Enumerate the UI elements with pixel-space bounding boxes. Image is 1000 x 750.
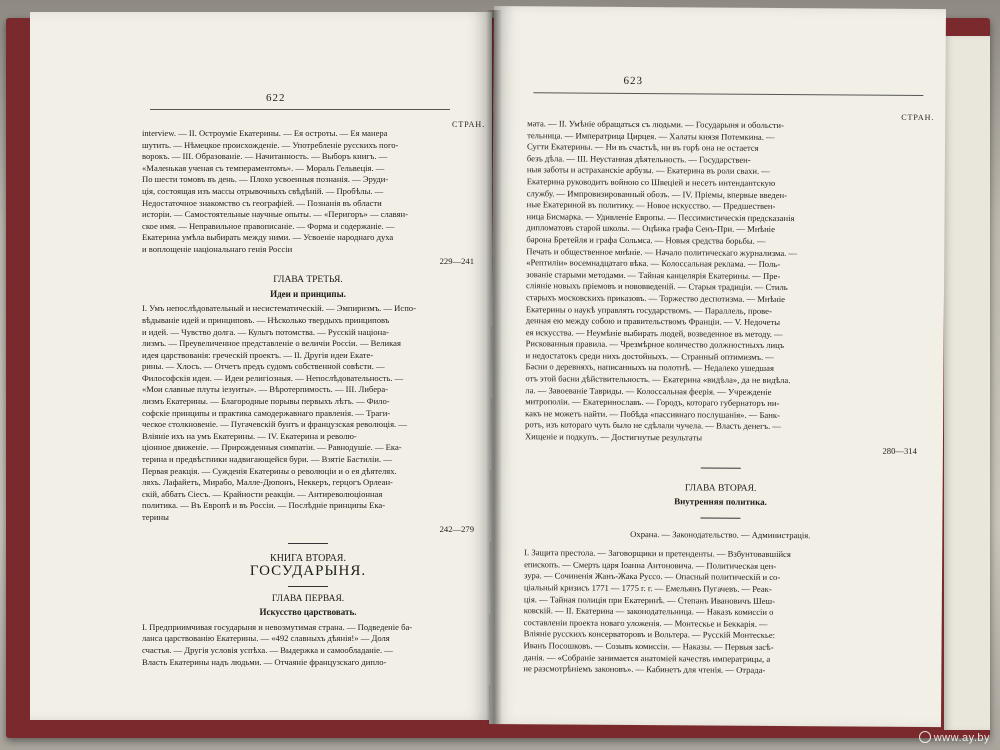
toc-line: «Мои славные плуты іезуиты». — Вѣротерпимость. — III. Либера- xyxy=(142,384,389,395)
toc-line: терины xyxy=(142,512,169,522)
toc-line: рины. — Хлосъ. — Отчетъ предъ судомъ собственной совѣсти. — xyxy=(142,361,385,372)
divider xyxy=(142,537,474,549)
toc-line: счастья. — Другія условія успѣха. — Выдержка и самообладаніе. — xyxy=(142,644,393,655)
page-edges xyxy=(944,36,990,730)
section-title: Охрана. — Законодательство. — Администрація. xyxy=(630,528,811,540)
toc-line: Екатерины о наукѣ управлять государствомъ. — Параллель, прове- xyxy=(525,303,772,316)
column-label: СТРАН. xyxy=(901,112,935,123)
toc-line: Печать и общественное мнѣніе. — Начало политическаго журнализма. — xyxy=(526,245,798,258)
chapter-title: ГЛАВА ПЕРВАЯ. xyxy=(271,593,345,604)
toc-line: дипломатовъ старой школы. — Оцѣнка графа Сенъ-При. — Мнѣніе xyxy=(526,222,775,235)
toc-block xyxy=(142,303,474,523)
toc-line: I. Защита престола. — Заговорщики и претенденты. — Взбунтовавшійся xyxy=(524,547,791,560)
toc-line: ланса царствованію Екатерины. — «492 славныхъ дѣянія!» — Доля xyxy=(142,633,390,644)
column-label: СТРАН. xyxy=(452,120,486,129)
toc-line: ные Екатериной въ политику. — Новое искусство. — Предшествен- xyxy=(526,199,776,212)
toc-line: старыхъ московскихъ приказовъ. — Торжество деспотизма. — Мнѣніе xyxy=(525,292,786,304)
toc-line: ныя заботы и астраханскіе арбузы. — Екатерина въ роли свахи. — xyxy=(526,164,770,177)
toc-line: и идей. — Чувство долга. — Культъ потомства. — Русскій націона- xyxy=(142,326,389,337)
toc-line: Иванъ Посошковъ. — Созывъ комиссіи. — Наказы. — Первыя засѣ- xyxy=(523,640,774,652)
toc-line: зованіе старыми методами. — Тайная канцелярія Екатерины. — Пре- xyxy=(526,268,781,281)
watermark-text: www.ay.by xyxy=(933,732,990,744)
toc-line: Вліяніе ихъ на умъ Екатерины. — IV. Екатерина и револю- xyxy=(142,430,357,441)
page-number: 622 xyxy=(266,92,286,104)
toc-line: I. Предприимчивая государыня и невозмутимая страна. — Подведеніе ба- xyxy=(142,621,413,632)
toc-line: Басни о деревняхъ, написанныхъ на полотнѣ. — Недалеко ушедшая xyxy=(525,361,774,374)
toc-line: ница Бисмарка. — Удивленіе Европы. — Пессимистическія предсказанія xyxy=(526,210,795,223)
toc-line: епископъ. — Смерть царя Іоанна Антоновича. — Политическая цен- xyxy=(524,559,777,571)
toc-line: скій, аббатъ Сіесъ. — Крайности реакціи. — Антиреволюціонная xyxy=(142,488,383,499)
left-page xyxy=(30,12,492,720)
toc-line: Недостаточное знакомство съ географіей. — Познанія въ области xyxy=(142,197,382,208)
toc-line: составленіи проекта новаго уложенія. — Монтескье и Беккарія. — xyxy=(523,616,768,629)
toc-line: Хищеніе и подкупъ. — Достигнутые результаты xyxy=(524,431,703,443)
page-range: 280—314 xyxy=(882,445,917,456)
toc-line: зура. — Сочиненія Жанъ-Жака Руссо. — Опасный политическій и со- xyxy=(523,570,781,583)
chapter-subtitle: Идеи и принципы. xyxy=(270,288,346,299)
chapter-subtitle: Внутренняя политика. xyxy=(674,496,767,508)
toc-line: Власть Екатерины надъ людьми. — Отчаяніе французскаго дипло- xyxy=(142,656,387,667)
toc-line: отъ этой басни дѣйствительность. — Екатерина «видѣла», да не видѣла. xyxy=(525,373,791,386)
toc-line: ческое столкновеніе. — Пугачевскій бунтъ и французская революція. — xyxy=(142,419,407,430)
toc-line: какъ не можетъ найти. — Побѣда «пассивнаго послушанія». — Банк- xyxy=(525,408,780,420)
toc-line: Екатерина умѣла выбирать между ними. — Усвоеніе народнаго духа xyxy=(142,232,394,243)
toc-line: исторіи. — Самостоятельные научные опыты. — «Перигоръ» — славян- xyxy=(142,209,409,220)
header-rule xyxy=(533,92,923,96)
header-rule xyxy=(150,109,450,110)
toc-line: ское имя. — Неправильное правописаніе. — Форма и содержаніе. — xyxy=(142,220,395,231)
toc-block xyxy=(142,622,474,668)
toc-line: службу. — Импровизированный обозъ. — IV. Пріемы, впервые введен- xyxy=(526,187,788,200)
toc-line: ла. — Завоеваніе Тавриды. — Колоссальная феерія. — Учрежденіе xyxy=(525,384,772,397)
toc-line: ція. — Тайная полиція при Екатеринѣ. — Степанъ Ивановичъ Шеш- xyxy=(523,593,776,606)
toc-line: ковскій. — II. Екатерина — законодательница. — Наказъ комиссіи о xyxy=(523,605,774,618)
page-range: 229—241 xyxy=(439,255,474,266)
toc-line: ворокъ. — III. Образованіе. — Начитанность. — Выборъ книгъ. — xyxy=(142,151,388,162)
toc-line: I. Умъ непослѣдовательный и несистематическій. — Эмпиризмъ. — Испо- xyxy=(142,303,416,314)
divider xyxy=(142,580,474,592)
toc-line: митрополіи. — Екатеринославъ. — Городъ, котораго губернаторъ ни- xyxy=(525,396,780,409)
divider xyxy=(524,510,916,524)
toc-line: безъ дѣла. — III. Неустанная дѣятельность. — Государствен- xyxy=(526,153,751,165)
toc-line: не разсмотрѣніемъ законовъ». — Кабинетъ для чтенія. — Отрада- xyxy=(523,663,766,676)
toc-block xyxy=(142,128,474,256)
chapter-subtitle: Искусство царствовать. xyxy=(259,607,357,618)
toc-block xyxy=(523,547,916,677)
toc-line: и воплощеніе національнаго генія Россіи xyxy=(142,243,293,254)
toc-line: interview. — II. Остроуміе Екатерины. — Ея остроты. — Ея манера xyxy=(142,128,388,138)
toc-line: Первая реакція. — Сужденія Екатерины о революціи и о ея дѣятелях. xyxy=(142,465,397,476)
toc-line: Рискованныя правила. — Чрезмѣрное количество должностныхъ лицъ xyxy=(525,338,785,351)
toc-line: ротъ, изъ котораго чуть было не сдѣлали чучела. — Власть денегъ. — xyxy=(525,419,782,432)
toc-block xyxy=(525,118,919,445)
toc-line: «Рептиліи» восемнадцатаго вѣка. — Колоссальная реклама. — Поль- xyxy=(526,257,781,270)
toc-line: терина и предвѣстники надвигающейся бури. — Взятіе Бастиліи. — xyxy=(142,454,392,465)
toc-line: мата. — II. Умѣніе обращаться съ людьми. — Государыня и обольсти- xyxy=(527,118,784,131)
toc-line: Философскія идеи. — Идеи религіозныя. — Непослѣдовательность. — xyxy=(142,372,404,383)
toc-line: тельница. — Императрица Цирцея. — Халаты князя Потемкина. — xyxy=(527,129,775,142)
toc-line: и недостатокъ среди нихъ достойныхъ. — Странный оптимизмъ. — xyxy=(525,350,774,362)
toc-line: ея искусства. — Неумѣніе выбирать людей, возведенное въ методу. — xyxy=(525,326,783,339)
toc-column xyxy=(142,128,474,668)
page-number: 623 xyxy=(623,74,644,88)
toc-line: данія. — «Собраніе занимается анатоміей качествъ императрицы, а xyxy=(523,651,771,664)
toc-line: барона Бретейля и графа Сольмса. — Новыя средства борьбы. — xyxy=(526,234,766,246)
book-title: КНИГА ВТОРАЯ. xyxy=(270,552,346,564)
book-heading: ГОСУДАРЫНЯ. xyxy=(249,563,367,580)
watermark xyxy=(919,731,990,744)
chapter-title: ГЛАВА ТРЕТЬЯ. xyxy=(273,275,343,286)
toc-line: политика. — Въ Европѣ и въ Россіи. — Послѣдніе принципы Ека- xyxy=(142,500,386,511)
toc-line: Сугти Екатерины. — Ни въ счастьѣ, ни въ горѣ она не остается xyxy=(526,141,759,154)
toc-line: софскіе принципы и практика самодержавнаго правленія. — Траги- xyxy=(142,407,391,418)
toc-line: По шести томовъ въ день. — Плохо усвоенныя познанія. — Эруди- xyxy=(142,174,389,185)
page-range: 242—279 xyxy=(439,523,474,534)
book-gutter xyxy=(486,10,502,724)
right-page xyxy=(489,6,946,727)
toc-line: денная ею между собою и правительствомъ Франціи. — V. Недочеты xyxy=(525,315,781,328)
toc-line: вѣдываніе идей и принциповъ. — Нѣсколько твердыхъ принциповъ xyxy=(142,314,390,325)
divider xyxy=(525,460,917,474)
toc-line: сліяніе новыхъ пріемовъ и нововведеній. — Старыя традиціи. — Стиль xyxy=(526,280,788,293)
globe-icon xyxy=(919,731,931,743)
toc-line: ціонное движеніе. — Прирожденныя симпатіи. — Равнодушіе. — Ека- xyxy=(142,442,402,453)
toc-line: идея царствованія: греческій проектъ. — II. Другія идеи Екате- xyxy=(142,349,374,360)
toc-line: ціальный кризисъ 1771 — 1775 г. г. — Емельянъ Пугачевъ. — Реак- xyxy=(523,582,772,594)
toc-line: лизмъ. — Преувеличенное представленіе о величіи Россіи. — Великая xyxy=(142,338,401,349)
toc-line: лизмъ Екатерины. — Благородные порывы первыхъ лѣтъ. — Фило- xyxy=(142,396,390,407)
toc-line: шутить. — Нѣмецкое происхожденіе. — Употребленіе русскихъ пого- xyxy=(142,139,399,150)
toc-line: Вліяніе русскихъ консерваторовъ и Вольтера. — Русскій Монтескье: xyxy=(523,628,776,641)
toc-line: «Маленькая ученая съ темпераментомъ». — Мораль Гельвеція. — xyxy=(142,162,385,173)
toc-column xyxy=(523,118,919,677)
toc-line: ція, состоящая изъ массы отрывочныхъ свѣдѣній. — Пробѣлы. — xyxy=(142,185,384,196)
chapter-title: ГЛАВА ВТОРАЯ. xyxy=(684,483,757,494)
toc-line: Екатерина руководитъ войною со Швеціей и несетъ интендантскую xyxy=(526,176,776,188)
toc-line: ляхъ. Лафайетъ, Мирабо, Малле-Дюпонъ, Неккеръ, герцогъ Орлеан- xyxy=(142,477,393,488)
